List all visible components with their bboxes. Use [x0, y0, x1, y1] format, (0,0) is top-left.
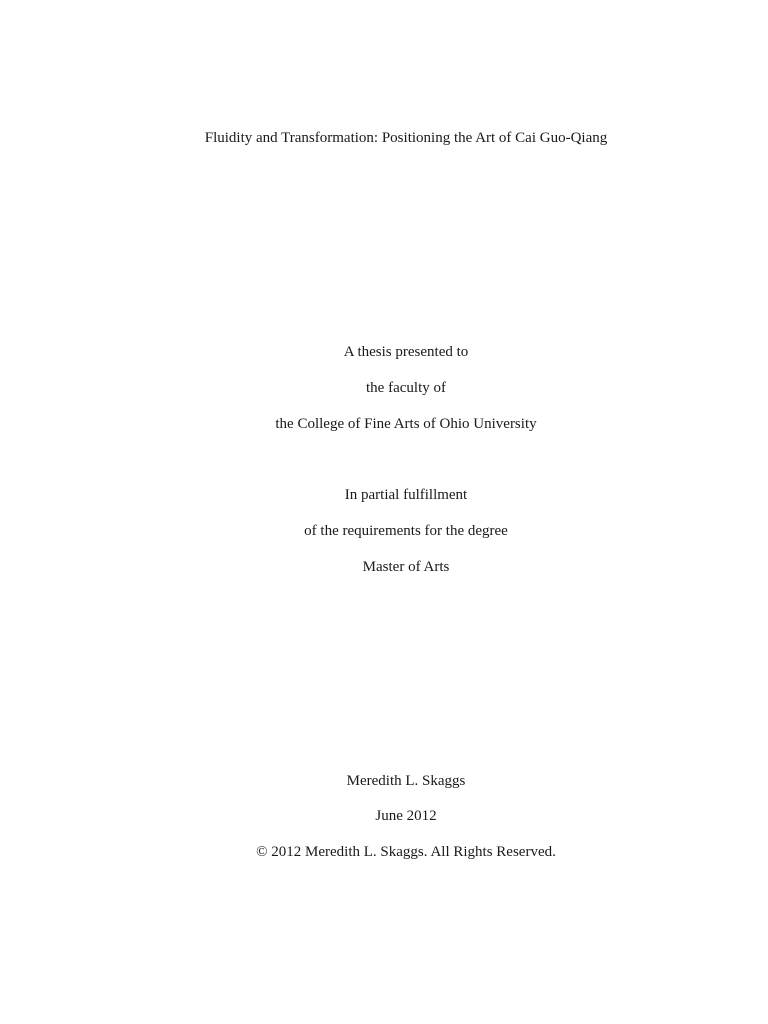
presentation-line-2: the faculty of [366, 380, 446, 396]
presentation-line-1: A thesis presented to [343, 344, 469, 360]
submission-date: June 2012 [375, 808, 437, 824]
presentation-line-3: the College of Fine Arts of Ohio University [275, 416, 537, 432]
degree-name: Master of Arts [362, 559, 450, 575]
fulfillment-line-1: In partial fulfillment [344, 487, 468, 503]
copyright-notice: © 2012 Meredith L. Skaggs. All Rights Reserved. [256, 844, 556, 860]
thesis-title: Fluidity and Transformation: Positioning the Art of Cai Guo-Qiang [204, 130, 608, 146]
author-name: Meredith L. Skaggs [346, 773, 466, 789]
fulfillment-line-2: of the requirements for the degree [304, 523, 508, 539]
